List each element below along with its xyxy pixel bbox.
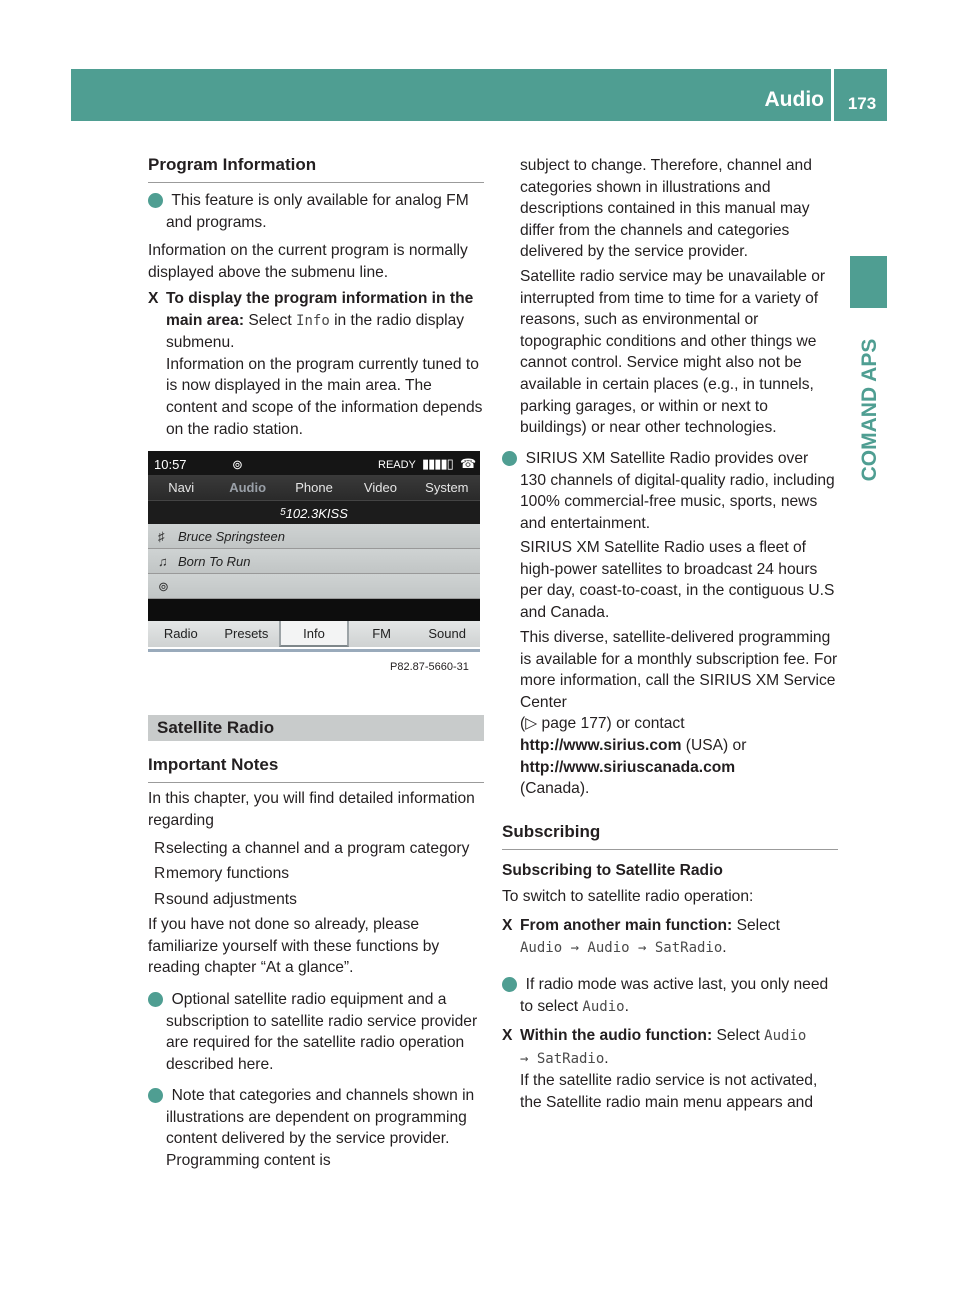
artist-row: ♯ Bruce Springsteen [148, 524, 480, 549]
song-row: ♫ Born To Run [148, 549, 480, 574]
page-number: 173 [847, 94, 877, 113]
radio-display-screenshot [148, 451, 480, 647]
step-arrow-icon: X [502, 1027, 513, 1044]
tab-phone[interactable]: Phone [295, 480, 333, 495]
info-icon: i [148, 193, 163, 208]
step-arrow-icon: X [148, 290, 159, 307]
info-note: i Note that categories and channels shown in illustrations are dependent on programming content delivered by the service provider. Programming content is [144, 1087, 475, 1169]
info-icon: i [148, 1088, 163, 1103]
submenu-bar [148, 621, 480, 647]
ready-status: READY [378, 459, 416, 471]
subscribing-heading: Subscribing [502, 821, 838, 850]
satellite-radio-heading: Satellite Radio [148, 715, 484, 741]
screen-underline [148, 649, 480, 652]
info-row [148, 574, 480, 599]
info-note: i Optional satellite radio equipment and a subscription to satellite radio service provider are required for the satellite radio operation described here. [144, 991, 478, 1073]
program-info-paragraph: Information on the current program is normally displayed above the submenu line. [148, 242, 468, 281]
radio-icon: ⊚ [232, 457, 243, 472]
status-bar [148, 451, 480, 475]
info-note: i This feature is only available for analog FM and programs. [144, 192, 469, 231]
info-icon: i [502, 451, 517, 466]
main-area-blank [148, 599, 480, 621]
header-separator [831, 69, 834, 121]
program-info-heading: Program Information [148, 154, 484, 183]
subscribing-subheading: Subscribing to Satellite Radio [502, 862, 723, 879]
tab-video[interactable]: Video [363, 480, 397, 495]
siriuscanada-link[interactable]: http://www.siriuscanada.com [520, 758, 736, 776]
info-note: i If radio mode was active last, you only need to select Audio. [498, 976, 829, 1015]
signal-icon: ▮▮▮▮▯ [422, 456, 453, 471]
submenu-sound[interactable]: Sound [428, 626, 466, 641]
step-from-another-function: X From another main function: Select Audio → Audio → SatRadio. [502, 917, 780, 956]
step-result: If the satellite radio service is not activated, the Satellite radio main menu appears and [520, 1072, 818, 1111]
sirius-fleet-paragraph: SIRIUS XM Satellite Radio uses a fleet of high-power satellites to broadcast 24 hours per day, coast-to-coast, in the contiguous U.S and Canada. [520, 539, 835, 621]
section-title: Audio [764, 88, 824, 111]
program-info-step: X To display the program information in the main area: Select Info in the radio display submenu. Information on the program currently tuned to is now displayed in the main area. The content and scope of the information depends on the radio station. [148, 288, 484, 440]
submenu-presets[interactable]: Presets [224, 626, 269, 641]
clock: 10:57 [154, 457, 187, 472]
radio-icon: ⊚ [158, 579, 169, 594]
side-tab-marker [850, 256, 887, 308]
tab-system[interactable]: System [425, 480, 469, 495]
submenu-radio[interactable]: Radio [163, 626, 198, 641]
artist-icon: ♯ [158, 529, 165, 544]
important-notes-heading: Important Notes [148, 754, 484, 783]
tab-navi[interactable]: Navi [168, 480, 195, 495]
phone-icon: ☎ [460, 456, 477, 471]
info-icon: i [502, 977, 517, 992]
figure-code: P82.87-5660-31 [390, 661, 469, 673]
info-note: i SIRIUS XM Satellite Radio provides over 130 channels of digital-quality radio, including 100% commercial-free music, sports, news and entertainment. [498, 450, 835, 532]
bullet-item: R sound adjustments [154, 891, 297, 908]
sirius-link[interactable]: http://www.sirius.com [520, 736, 682, 754]
step-result: Information on the program currently tuned to is now displayed in the main area. The content and scope of the information depends on the radio station. [166, 355, 483, 438]
submenu-info[interactable]: Info [279, 621, 349, 647]
main-tabs [148, 475, 480, 500]
familiarize-paragraph: If you have not done so already, please familiarize yourself with these functions by reading chapter “At a glance”. [148, 916, 440, 977]
submenu-fm[interactable]: FM [372, 626, 391, 641]
info-icon: i [148, 992, 163, 1007]
bullet-item: R memory functions [154, 865, 290, 882]
service-availability-note: Satellite radio service may be unavailable or interrupted from time to time for a variety of reasons, such as environmental or topographic conditions and other things we cannot control. Service might also not be available in certain places (e.g., in tunnels, parking garages, or within or next to buildings) or near other technologies. [520, 268, 826, 437]
chapter-intro: In this chapter, you will find detailed information regarding [148, 790, 475, 829]
music-note-icon: ♫ [158, 554, 168, 569]
bullet-item: R selecting a channel and a program category [154, 840, 470, 857]
switch-intro: To switch to satellite radio operation: [502, 888, 754, 905]
step-arrow-icon: X [502, 917, 513, 934]
side-tab-label: COMAND APS [858, 338, 882, 482]
sirius-programming-paragraph: This diverse, satellite-delivered programming is available for a monthly subscription fee. For more information, call the SIRIUS XM Service Center (▷ page 177) or contact http://www.sirius.com (USA) or http://www.siriuscanada.com (Canada). [520, 629, 838, 798]
tab-audio[interactable]: Audio [229, 480, 267, 495]
station-name: $^5$102.3KISS [148, 500, 480, 524]
continued-note: subject to change. Therefore, channel and categories shown in illustrations and descriptions contained in this manual may differ from the channels and categories delivered by the service provider. [520, 157, 812, 261]
step-within-audio: X Within the audio function: Select Audio → SatRadio. If the satellite radio service is not activated, the Satellite radio main menu appears and [502, 1025, 838, 1113]
